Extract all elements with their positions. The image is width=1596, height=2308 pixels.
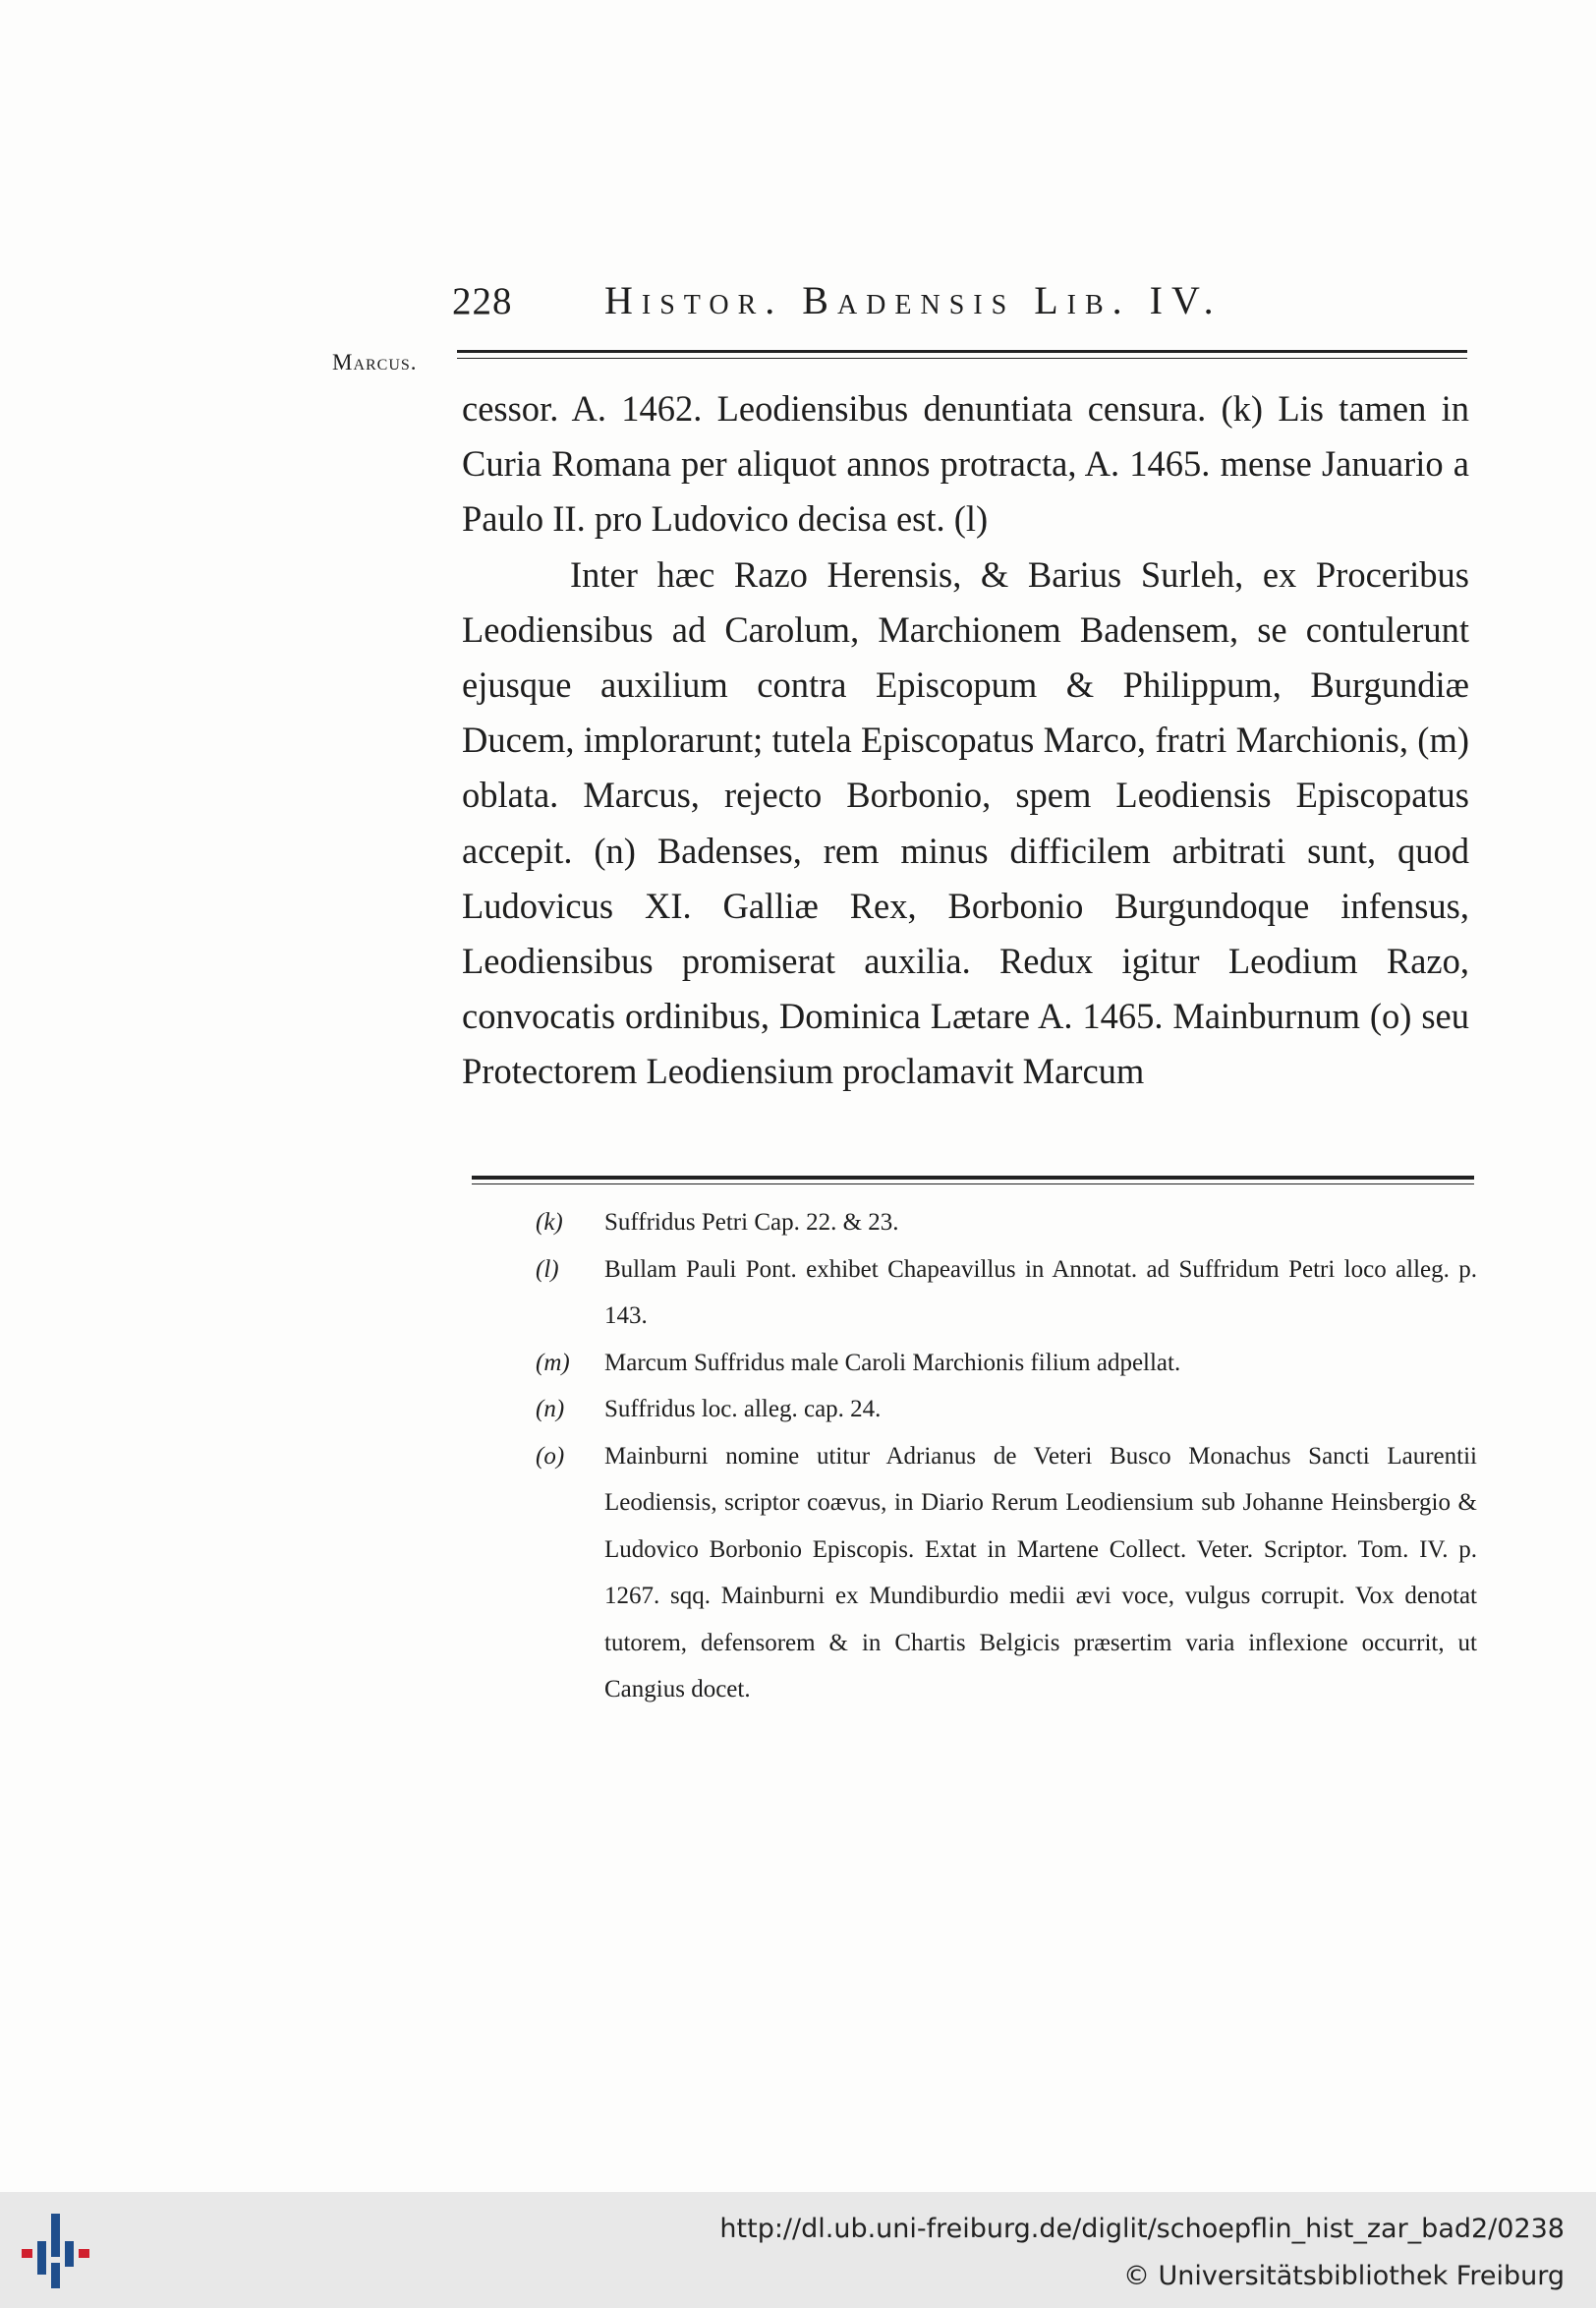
paragraph: Inter hæc Razo Herensis, & Barius Surleh, ex Proceribus Leodiensibus ad Carolum, Marchionem Badensem, se contulerunt ejusque auxilium contra Episcopum & Philippum, Burgundiæ Ducem, implorarunt; tutela Episcopatus Marco, fratri Marchionis, (m) oblata. Marcus, rejecto Borbonio, spem Leodiensis Episcopatus accepit. (n) Badenses, rem minus difficilem arbitrati sunt, quod Ludovicus XI. Galliæ Rex, Borbonio Burgundoque infensus, Leodiensibus promiserat auxilia. Redux igitur Leodium Razo, convocatis ordinibus, Dominica Lætare A. 1465. Mainburnum (o) seu Protectorem Leodiensium proclamavit Marcum [462,553,1469,1092]
running-title: Histor. Badensis Lib. IV. [604,278,1223,322]
footnote-mark: (o) [536,1442,565,1470]
margin-note: Marcus. [332,350,418,375]
permalink-url[interactable]: http://dl.ub.uni-freiburg.de/diglit/schoepflin_hist_zar_bad2/0238 [719,2214,1565,2244]
page-header [452,277,1469,336]
footnotes [536,1199,1477,1713]
footnote-text: Suffridus Petri Cap. 22. & 23. [604,1209,899,1236]
footnote-text: Bullam Pauli Pont. exhibet Chapeavillus in Annotat. ad Suffridum Petri loco alleg. p. 143. [604,1255,1477,1329]
footnote [536,1246,1477,1340]
ub-freiburg-logo-icon[interactable] [22,2212,100,2290]
footnote-mark: (n) [536,1396,565,1422]
footnote-text: Marcum Suffridus male Caroli Marchionis filium adpellat. [604,1349,1181,1376]
footnote-text: Mainburni nomine utitur Adrianus de Veteri Busco Monachus Sancti Laurentii Leodiensis, scriptor coævus, in Diario Rerum Leodiensium sub Johanne Heinsbergio & Ludovico Borbonio Episcopis. Extat in Martene Collect. Veter. Scriptor. Tom. IV. p. 1267. sqq. Mainburni ex Mundiburdio medii ævi voce, vulgus corrupit. Vox denotat tutorem, defensorem & in Chartis Belgicis præsertim varia inflexione occurrit, ut Cangius docet. [604,1442,1477,1702]
footnote-mark: (l) [536,1255,559,1283]
footnote [536,1433,1477,1713]
footnote-text: Suffridus loc. alleg. cap. 24. [604,1396,882,1422]
footnote-rule [472,1176,1474,1184]
footnote [536,1386,1477,1433]
viewer-footer [0,2192,1596,2308]
page-number: 228 [452,280,513,322]
paragraph: cessor. A. 1462. Leodiensibus denuntiata censura. (k) Lis tamen in Curia Romana per aliquot annos protracta, A. 1465. mense Januario a Paulo II. pro Ludovico decisa est. (l) [462,388,1469,540]
footnote [536,1199,1477,1246]
footnote-mark: (m) [536,1349,570,1376]
copyright-notice: © Universitätsbibliothek Freiburg [1122,2261,1565,2291]
footnote [536,1340,1477,1387]
footnote-mark: (k) [536,1209,563,1236]
main-text [462,381,1469,1100]
header-rule [457,350,1467,359]
